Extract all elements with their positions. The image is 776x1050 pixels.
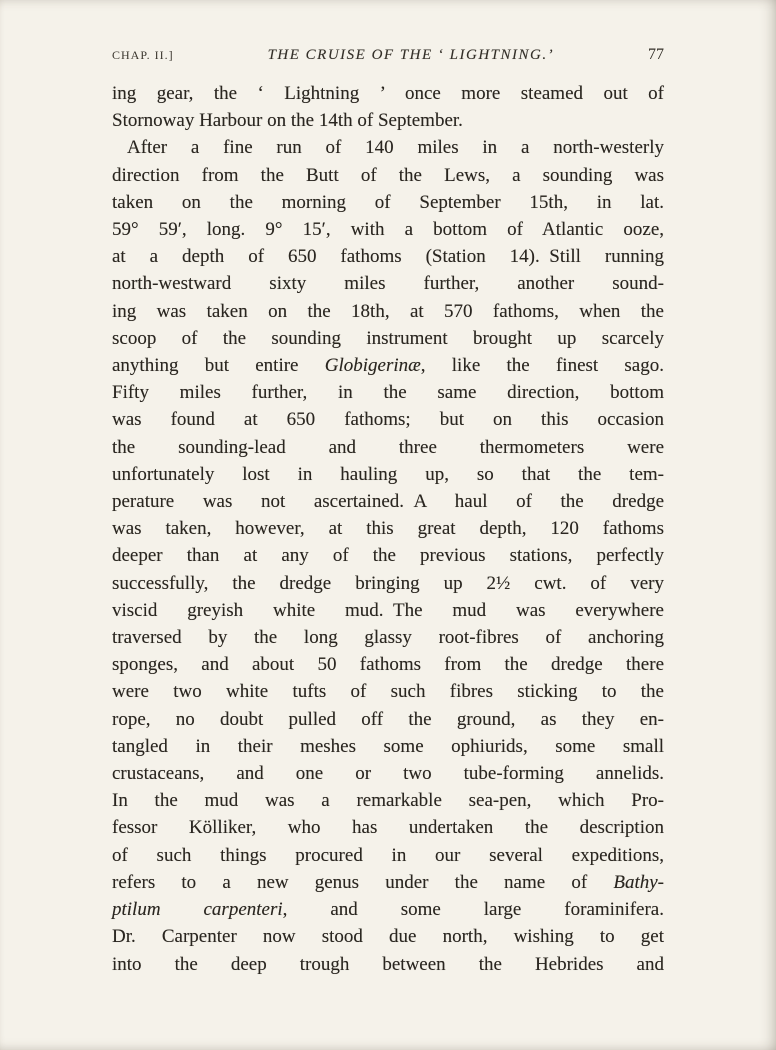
text-segment: traversed by the long glassy root-fibres of anchoring [112,627,664,649]
running-title: THE CRUISE OF THE ‘ LIGHTNING.’ [267,47,555,63]
italic-text-segment: ptilum carpenteri [112,899,283,921]
text-line [112,134,664,161]
text-line [112,842,664,869]
text-line [112,733,664,760]
text-line [112,787,664,814]
text-line [112,869,664,896]
paragraph [112,134,664,977]
text-line [112,570,664,597]
text-segment: scoop of the sounding instrument brought up scarcely [112,327,664,349]
text-segment: , and some large foraminifera. [282,899,664,921]
text-segment: the sounding-lead and three thermometers were [112,436,664,458]
text-line [112,814,664,841]
text-line [112,678,664,705]
italic-text-segment: Globigerinæ [324,355,421,377]
text-line [112,515,664,542]
chapter-marker: CHAP. II.] [112,48,174,62]
text-line [112,270,664,297]
text-segment: perature was not ascertained. A haul of the dredge [112,491,664,513]
text-line [112,162,664,189]
text-segment: crustaceans, and one or two tube-forming annelids. [112,763,664,785]
text-segment: fessor Kölliker, who has undertaken the description [112,817,664,839]
text-segment: refers to a new genus under the name of [112,871,614,893]
page-header [112,0,664,64]
text-segment: Stornoway Harbour on the 14th of September. [112,110,463,132]
text-segment: ing was taken on the 18th, at 570 fathoms, when the [112,300,664,322]
text-segment: taken on the morning of September 15th, in lat. [112,191,664,213]
page-body [112,80,664,978]
paragraph [112,80,664,134]
text-line [112,80,664,107]
text-line [112,624,664,651]
text-line [112,706,664,733]
text-segment: at a depth of 650 fathoms (Station 14). Still running [112,246,664,268]
text-segment: anything but entire [112,355,325,377]
text-line [112,298,664,325]
text-segment: direction from the Butt of the Lews, a sounding was [112,164,664,186]
text-segment: were two white tufts of such fibres sticking to the [112,681,664,703]
text-line [112,923,664,950]
text-line [112,896,664,923]
text-line [112,434,664,461]
text-segment: Fifty miles further, in the same direction, bottom [112,382,664,404]
text-segment: rope, no doubt pulled off the ground, as they en- [112,708,664,730]
text-segment: unfortunately lost in hauling up, so that the tem- [112,463,664,485]
text-segment: ing gear, the ‘ Lightning ’ once more steamed out of [112,83,664,104]
text-line [112,951,664,978]
text-segment: sponges, and about 50 fathoms from the dredge there [112,654,664,676]
text-segment: In the mud was a remarkable sea-pen, which Pro- [112,790,664,812]
text-segment: viscid greyish white mud. The mud was everywhere [112,599,664,621]
italic-text-segment: Bathy- [613,871,664,893]
text-line [112,379,664,406]
text-segment: , like the finest sago. [420,355,664,377]
text-line [112,597,664,624]
text-line [112,352,664,379]
text-segment: 59° 59′, long. 9° 15′, with a bottom of Atlantic ooze, [112,219,664,241]
text-line [112,461,664,488]
text-segment: into the deep trough between the Hebrides and [112,953,664,975]
text-segment: After a fine run of 140 miles in a north-westerly [127,137,664,159]
page-number: 77 [647,46,664,63]
text-segment: north-westward sixty miles further, another sound- [112,273,664,295]
text-line [112,488,664,515]
text-segment: deeper than at any of the previous stations, perfectly [112,545,664,567]
text-line [112,243,664,270]
text-segment: tangled in their meshes some ophiurids, some small [112,735,664,757]
text-line [112,107,664,134]
text-line [112,651,664,678]
text-segment: successfully, the dredge bringing up 2½ cwt. of very [112,572,664,594]
text-line [112,325,664,352]
text-line [112,216,664,243]
text-line [112,189,664,216]
text-segment: of such things procured in our several expeditions, [112,844,664,866]
text-line [112,406,664,433]
text-line [112,542,664,569]
text-segment: was taken, however, at this great depth, 120 fathoms [112,518,664,540]
text-segment: Dr. Carpenter now stood due north, wishing to get [112,926,664,948]
text-segment: was found at 650 fathoms; but on this occasion [112,409,664,431]
text-line [112,760,664,787]
